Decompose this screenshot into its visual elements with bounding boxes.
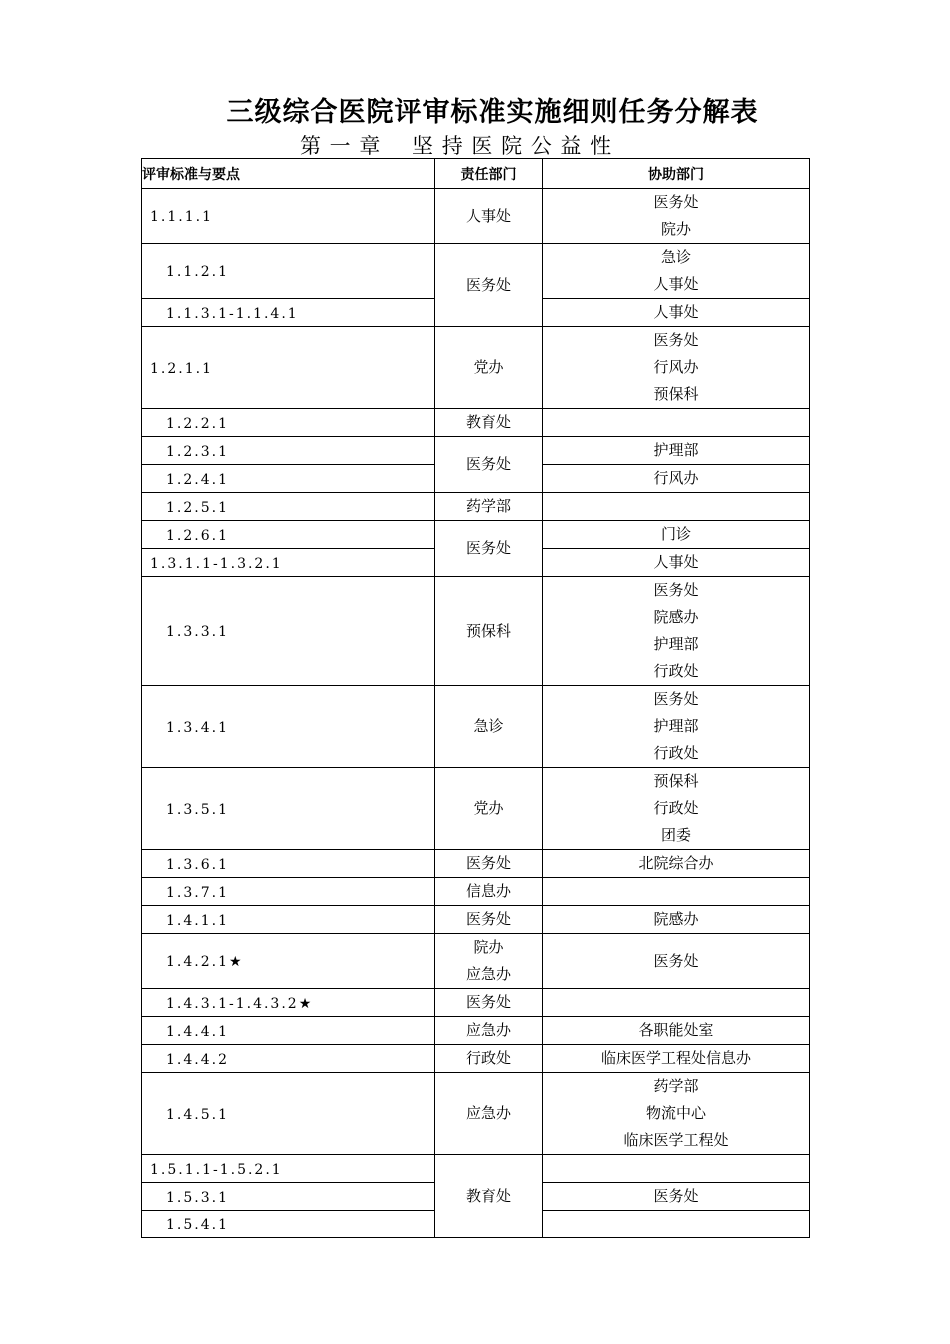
assist-cell [543,244,810,299]
assist-department: 门诊 [660,525,691,543]
responsible-cell [435,906,543,934]
assist-department: 行风办 [653,358,699,376]
standard-cell [142,878,435,906]
standard-code: 1.3.5.1 [166,801,229,818]
responsible-department: 信息办 [465,882,511,900]
responsible-cell [435,878,543,906]
standard-code: 1.4.3.1-1.4.3.2★ [166,995,314,1012]
assist-department: 人事处 [653,553,699,571]
assist-department: 药学部 [653,1077,699,1095]
assist-cell [543,989,810,1017]
assist-department: 预保科 [653,385,699,403]
standard-cell [142,244,435,299]
assist-cell [543,686,810,768]
responsible-cell [435,577,543,686]
assist-cell [543,850,810,878]
table-row [142,244,810,299]
assist-cell [543,577,810,686]
standard-cell [142,850,435,878]
standard-code: 1.3.1.1-1.3.2.1 [150,555,283,572]
standard-cell [142,437,435,465]
responsible-cell [435,409,543,437]
standard-code: 1.4.4.1 [166,1023,229,1040]
table-row [142,850,810,878]
responsible-department: 医务处 [465,854,511,872]
standard-cell [142,299,435,327]
assist-department: 行政处 [653,744,699,762]
table-row [142,409,810,437]
standard-code: 1.4.5.1 [166,1106,229,1123]
standard-code: 1.5.4.1 [166,1217,229,1233]
responsible-department: 医务处 [465,539,511,557]
table-row [142,1155,810,1183]
table-row [142,1073,810,1155]
standard-cell [142,1155,435,1183]
responsible-cell [435,686,543,768]
assist-cell [543,1211,810,1238]
assist-department: 临床医学工程处信息办 [600,1049,751,1067]
standard-cell [142,1183,435,1211]
assist-cell [543,189,810,244]
standard-code: 1.5.1.1-1.5.2.1 [150,1161,283,1178]
standard-cell [142,465,435,493]
responsible-cell [435,768,543,850]
task-table [141,158,810,1238]
assist-cell [543,549,810,577]
header-standard: 评审标准与要点 [142,159,435,189]
responsible-department: 医务处 [465,910,511,928]
assist-department: 各职能处室 [638,1021,714,1039]
standard-code: 1.2.6.1 [166,527,229,544]
assist-department: 团委 [660,826,691,844]
responsible-cell [435,1045,543,1073]
responsible-cell [435,327,543,409]
standard-code: 1.2.3.1 [166,443,229,460]
assist-department: 医务处 [653,193,699,211]
assist-department: 护理部 [653,635,699,653]
responsible-department: 党办 [473,799,504,817]
assist-department: 护理部 [653,717,699,735]
header-responsible: 责任部门 [435,159,543,189]
assist-cell [543,934,810,989]
table-row [142,906,810,934]
standard-cell [142,521,435,549]
standard-cell [142,1045,435,1073]
standard-cell [142,577,435,686]
standard-cell [142,1211,435,1238]
standard-cell [142,686,435,768]
assist-department: 行政处 [653,662,699,680]
responsible-cell [435,989,543,1017]
standard-cell [142,768,435,850]
standard-code: 1.4.1.1 [166,912,229,929]
responsible-department: 医务处 [465,275,511,294]
standard-cell [142,493,435,521]
standard-code: 1.4.2.1★ [166,954,244,970]
assist-department: 医务处 [653,581,699,599]
responsible-department: 预保科 [465,621,511,640]
responsible-department: 应急办 [465,1021,511,1039]
assist-cell [543,1155,810,1183]
assist-department: 北院综合办 [638,854,714,872]
responsible-department: 医务处 [465,993,511,1011]
responsible-department: 应急办 [465,965,511,983]
assist-cell [543,465,810,493]
standard-code: 1.3.3.1 [166,624,229,640]
responsible-department: 行政处 [465,1049,511,1067]
standard-code: 1.1.1.1 [150,209,213,225]
assist-department: 临床医学工程处 [623,1131,729,1149]
assist-department: 行政处 [653,799,699,817]
responsible-cell [435,1073,543,1155]
assist-cell [543,1017,810,1045]
responsible-cell [435,189,543,244]
responsible-department: 医务处 [465,455,511,473]
table-row [142,327,810,409]
responsible-cell [435,493,543,521]
responsible-cell [435,521,543,577]
responsible-cell [435,1155,543,1238]
assist-department: 物流中心 [645,1104,706,1122]
standard-cell [142,1073,435,1155]
responsible-department: 院办 [473,938,504,956]
table-row [142,934,810,989]
table-header-row [142,159,810,189]
standard-cell [142,934,435,989]
assist-department: 人事处 [653,275,699,293]
table-row [142,768,810,850]
standard-code: 1.2.2.1 [166,415,229,432]
responsible-cell [435,437,543,493]
table-row [142,878,810,906]
assist-department: 医务处 [653,690,699,708]
standard-cell [142,906,435,934]
assist-cell [543,1045,810,1073]
responsible-department: 人事处 [465,206,511,225]
standard-code: 1.2.5.1 [166,499,229,516]
table-row [142,1045,810,1073]
table-row [142,437,810,465]
table-row [142,686,810,768]
assist-department: 医务处 [653,1187,699,1205]
assist-cell [543,1183,810,1211]
table-row [142,521,810,549]
chapter-title: 第 一 章 坚 持 医 院 公 益 性 [300,134,613,158]
standard-code: 1.1.2.1 [166,264,229,280]
standard-code: 1.4.4.2 [166,1051,229,1068]
responsible-department: 急诊 [473,717,504,735]
assist-cell [543,1073,810,1155]
standard-cell [142,409,435,437]
document-title: 三级综合医院评审标准实施细则任务分解表 [226,97,759,128]
standard-cell [142,327,435,409]
assist-department: 急诊 [660,248,691,266]
standard-cell [142,549,435,577]
table-row [142,1017,810,1045]
responsible-cell [435,934,543,989]
standard-cell [142,189,435,244]
standard-code: 1.3.4.1 [166,719,229,736]
table-row [142,577,810,686]
assist-cell [543,768,810,850]
assist-department: 人事处 [653,303,699,321]
responsible-cell [435,244,543,327]
standard-code: 1.3.7.1 [166,884,229,901]
responsible-cell [435,1017,543,1045]
assist-cell [543,493,810,521]
standard-cell [142,1017,435,1045]
standard-code: 1.2.4.1 [166,471,229,488]
assist-department: 护理部 [653,441,699,459]
assist-cell [543,521,810,549]
table-row [142,989,810,1017]
standard-code: 1.2.1.1 [150,360,213,377]
responsible-department: 教育处 [465,413,511,431]
table-row [142,189,810,244]
standard-cell [142,989,435,1017]
assist-department: 行风办 [653,469,699,487]
assist-cell [543,437,810,465]
responsible-department: 党办 [473,358,504,376]
responsible-department: 教育处 [465,1186,511,1205]
assist-cell [543,906,810,934]
assist-cell [543,409,810,437]
assist-cell [543,878,810,906]
assist-department: 院感办 [653,608,699,626]
table-row [142,493,810,521]
responsible-department: 药学部 [465,497,511,515]
standard-code: 1.1.3.1-1.1.4.1 [166,305,299,322]
assist-department: 医务处 [653,951,699,970]
header-assist: 协助部门 [543,159,810,189]
assist-department: 预保科 [653,772,699,790]
assist-department: 医务处 [653,331,699,349]
assist-department: 院感办 [653,910,699,928]
standard-code: 1.5.3.1 [166,1189,229,1206]
assist-cell [543,299,810,327]
assist-department: 院办 [660,220,691,238]
responsible-department: 应急办 [465,1104,511,1122]
standard-code: 1.3.6.1 [166,856,229,873]
assist-cell [543,327,810,409]
responsible-cell [435,850,543,878]
